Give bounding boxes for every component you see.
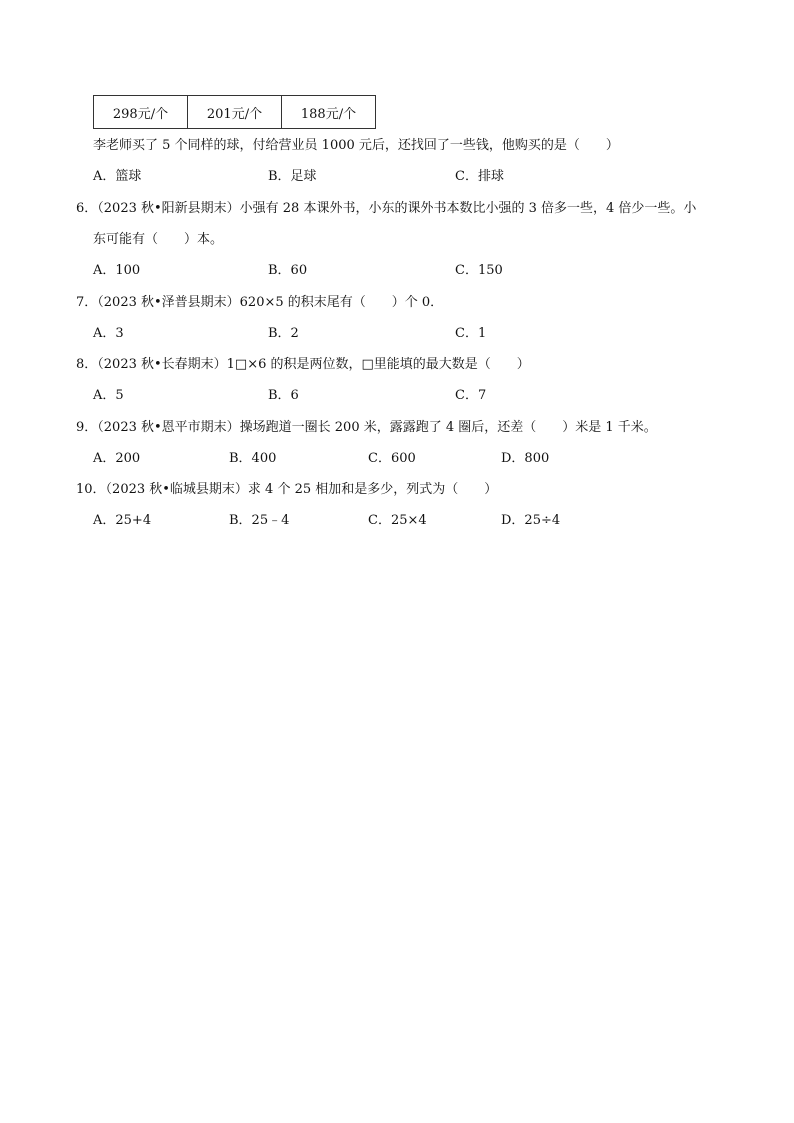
question-6-option-c: C．150 bbox=[455, 263, 503, 278]
price-cell: 298元/个 bbox=[94, 96, 188, 129]
question-7-option-a: A．3 bbox=[93, 326, 124, 341]
question-5-option-c: C．排球 bbox=[455, 169, 504, 184]
question-9-option-b: B．400 bbox=[229, 451, 277, 466]
question-9-option-c: C．600 bbox=[368, 451, 416, 466]
question-8-option-a: A．5 bbox=[93, 388, 124, 403]
question-10-option-c: C．25×4 bbox=[368, 513, 427, 528]
price-cell: 201元/个 bbox=[188, 96, 282, 129]
question-9-option-a: A．200 bbox=[93, 451, 141, 466]
question-5-option-a: A．篮球 bbox=[93, 169, 142, 184]
question-10-option-d: D．25÷4 bbox=[501, 513, 561, 528]
price-table bbox=[93, 95, 376, 129]
question-8-stem: 8．（2023 秋•长春期末）1□×6 的积是两位数，□里能填的最大数是（ ） bbox=[76, 357, 530, 372]
question-10-stem: 10．（2023 秋•临城县期末）求 4 个 25 相加和是多少，列式为（ ） bbox=[76, 482, 498, 497]
question-6-stem-line-2: 东可能有（ ）本。 bbox=[93, 232, 224, 247]
question-10-option-b: B．25﹣4 bbox=[229, 513, 290, 528]
price-row bbox=[94, 96, 376, 129]
question-7-option-b: B．2 bbox=[268, 326, 299, 341]
question-6-stem-line-1: 6．（2023 秋•阳新县期末）小强有 28 本课外书，小东的课外书本数比小强的 3 倍多一些，4 倍少一些。小 bbox=[76, 201, 697, 216]
question-8-option-b: B．6 bbox=[268, 388, 299, 403]
question-9-stem: 9．（2023 秋•恩平市期末）操场跑道一圈长 200 米，露露跑了 4 圈后，还差（ ）米是 1 千米。 bbox=[76, 420, 657, 435]
question-6-option-b: B．60 bbox=[268, 263, 308, 278]
question-5-option-b: B．足球 bbox=[268, 169, 317, 184]
question-5-stem: 李老师买了 5 个同样的球，付给营业员 1000 元后，还找回了一些钱，他购买的是（ ） bbox=[93, 138, 619, 153]
question-7-stem: 7．（2023 秋•泽普县期末）620×5 的积末尾有（ ）个 0． bbox=[76, 295, 444, 310]
price-cell: 188元/个 bbox=[282, 96, 376, 129]
question-9-option-d: D．800 bbox=[501, 451, 550, 466]
question-6-option-a: A．100 bbox=[93, 263, 141, 278]
question-8-option-c: C．7 bbox=[455, 388, 487, 403]
question-10-option-a: A．25+4 bbox=[93, 513, 152, 528]
question-7-option-c: C．1 bbox=[455, 326, 487, 341]
